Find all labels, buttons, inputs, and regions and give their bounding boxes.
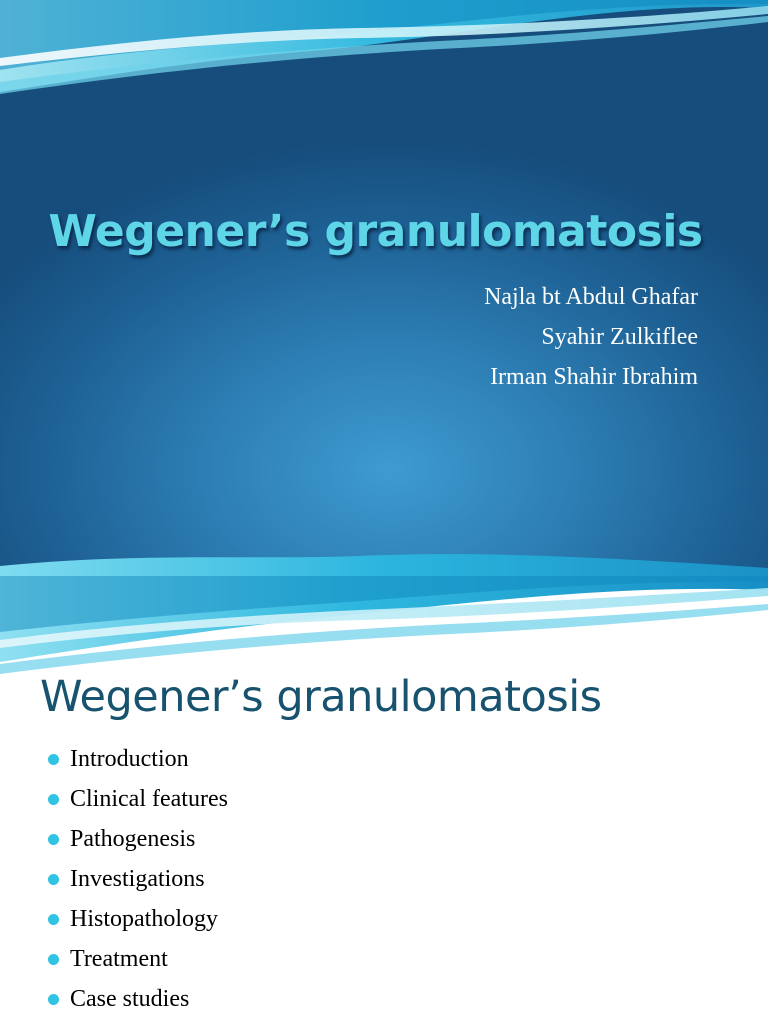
list-item-label: Case studies <box>70 986 190 1012</box>
outline-list <box>46 739 228 1019</box>
list-item <box>46 739 228 779</box>
author-list <box>484 277 698 397</box>
bullet-icon <box>48 794 59 805</box>
top-wave-decoration <box>0 0 768 110</box>
bullet-icon <box>48 994 59 1005</box>
list-item <box>46 899 228 939</box>
list-item <box>46 979 228 1019</box>
list-item <box>46 859 228 899</box>
list-item <box>46 819 228 859</box>
bullet-icon <box>48 834 59 845</box>
bullet-icon <box>48 914 59 925</box>
slide2-title: Wegener’s granulomatosis <box>40 672 602 722</box>
list-item-label: Investigations <box>70 866 205 892</box>
outline-slide <box>0 576 768 1024</box>
author-2: Syahir Zulkiflee <box>541 324 698 350</box>
list-item-label: Clinical features <box>70 786 228 812</box>
author-3: Irman Shahir Ibrahim <box>490 364 698 390</box>
slide1-title: Wegener’s granulomatosis <box>48 206 703 257</box>
top-wave-decoration <box>0 576 768 676</box>
list-item <box>46 779 228 819</box>
bullet-icon <box>48 874 59 885</box>
list-item <box>46 939 228 979</box>
author-1: Najla bt Abdul Ghafar <box>484 284 698 310</box>
list-item-label: Histopathology <box>70 906 218 932</box>
list-item-label: Pathogenesis <box>70 826 196 852</box>
bullet-icon <box>48 954 59 965</box>
list-item-label: Introduction <box>70 746 189 772</box>
list-item-label: Treatment <box>70 946 168 972</box>
bullet-icon <box>48 754 59 765</box>
